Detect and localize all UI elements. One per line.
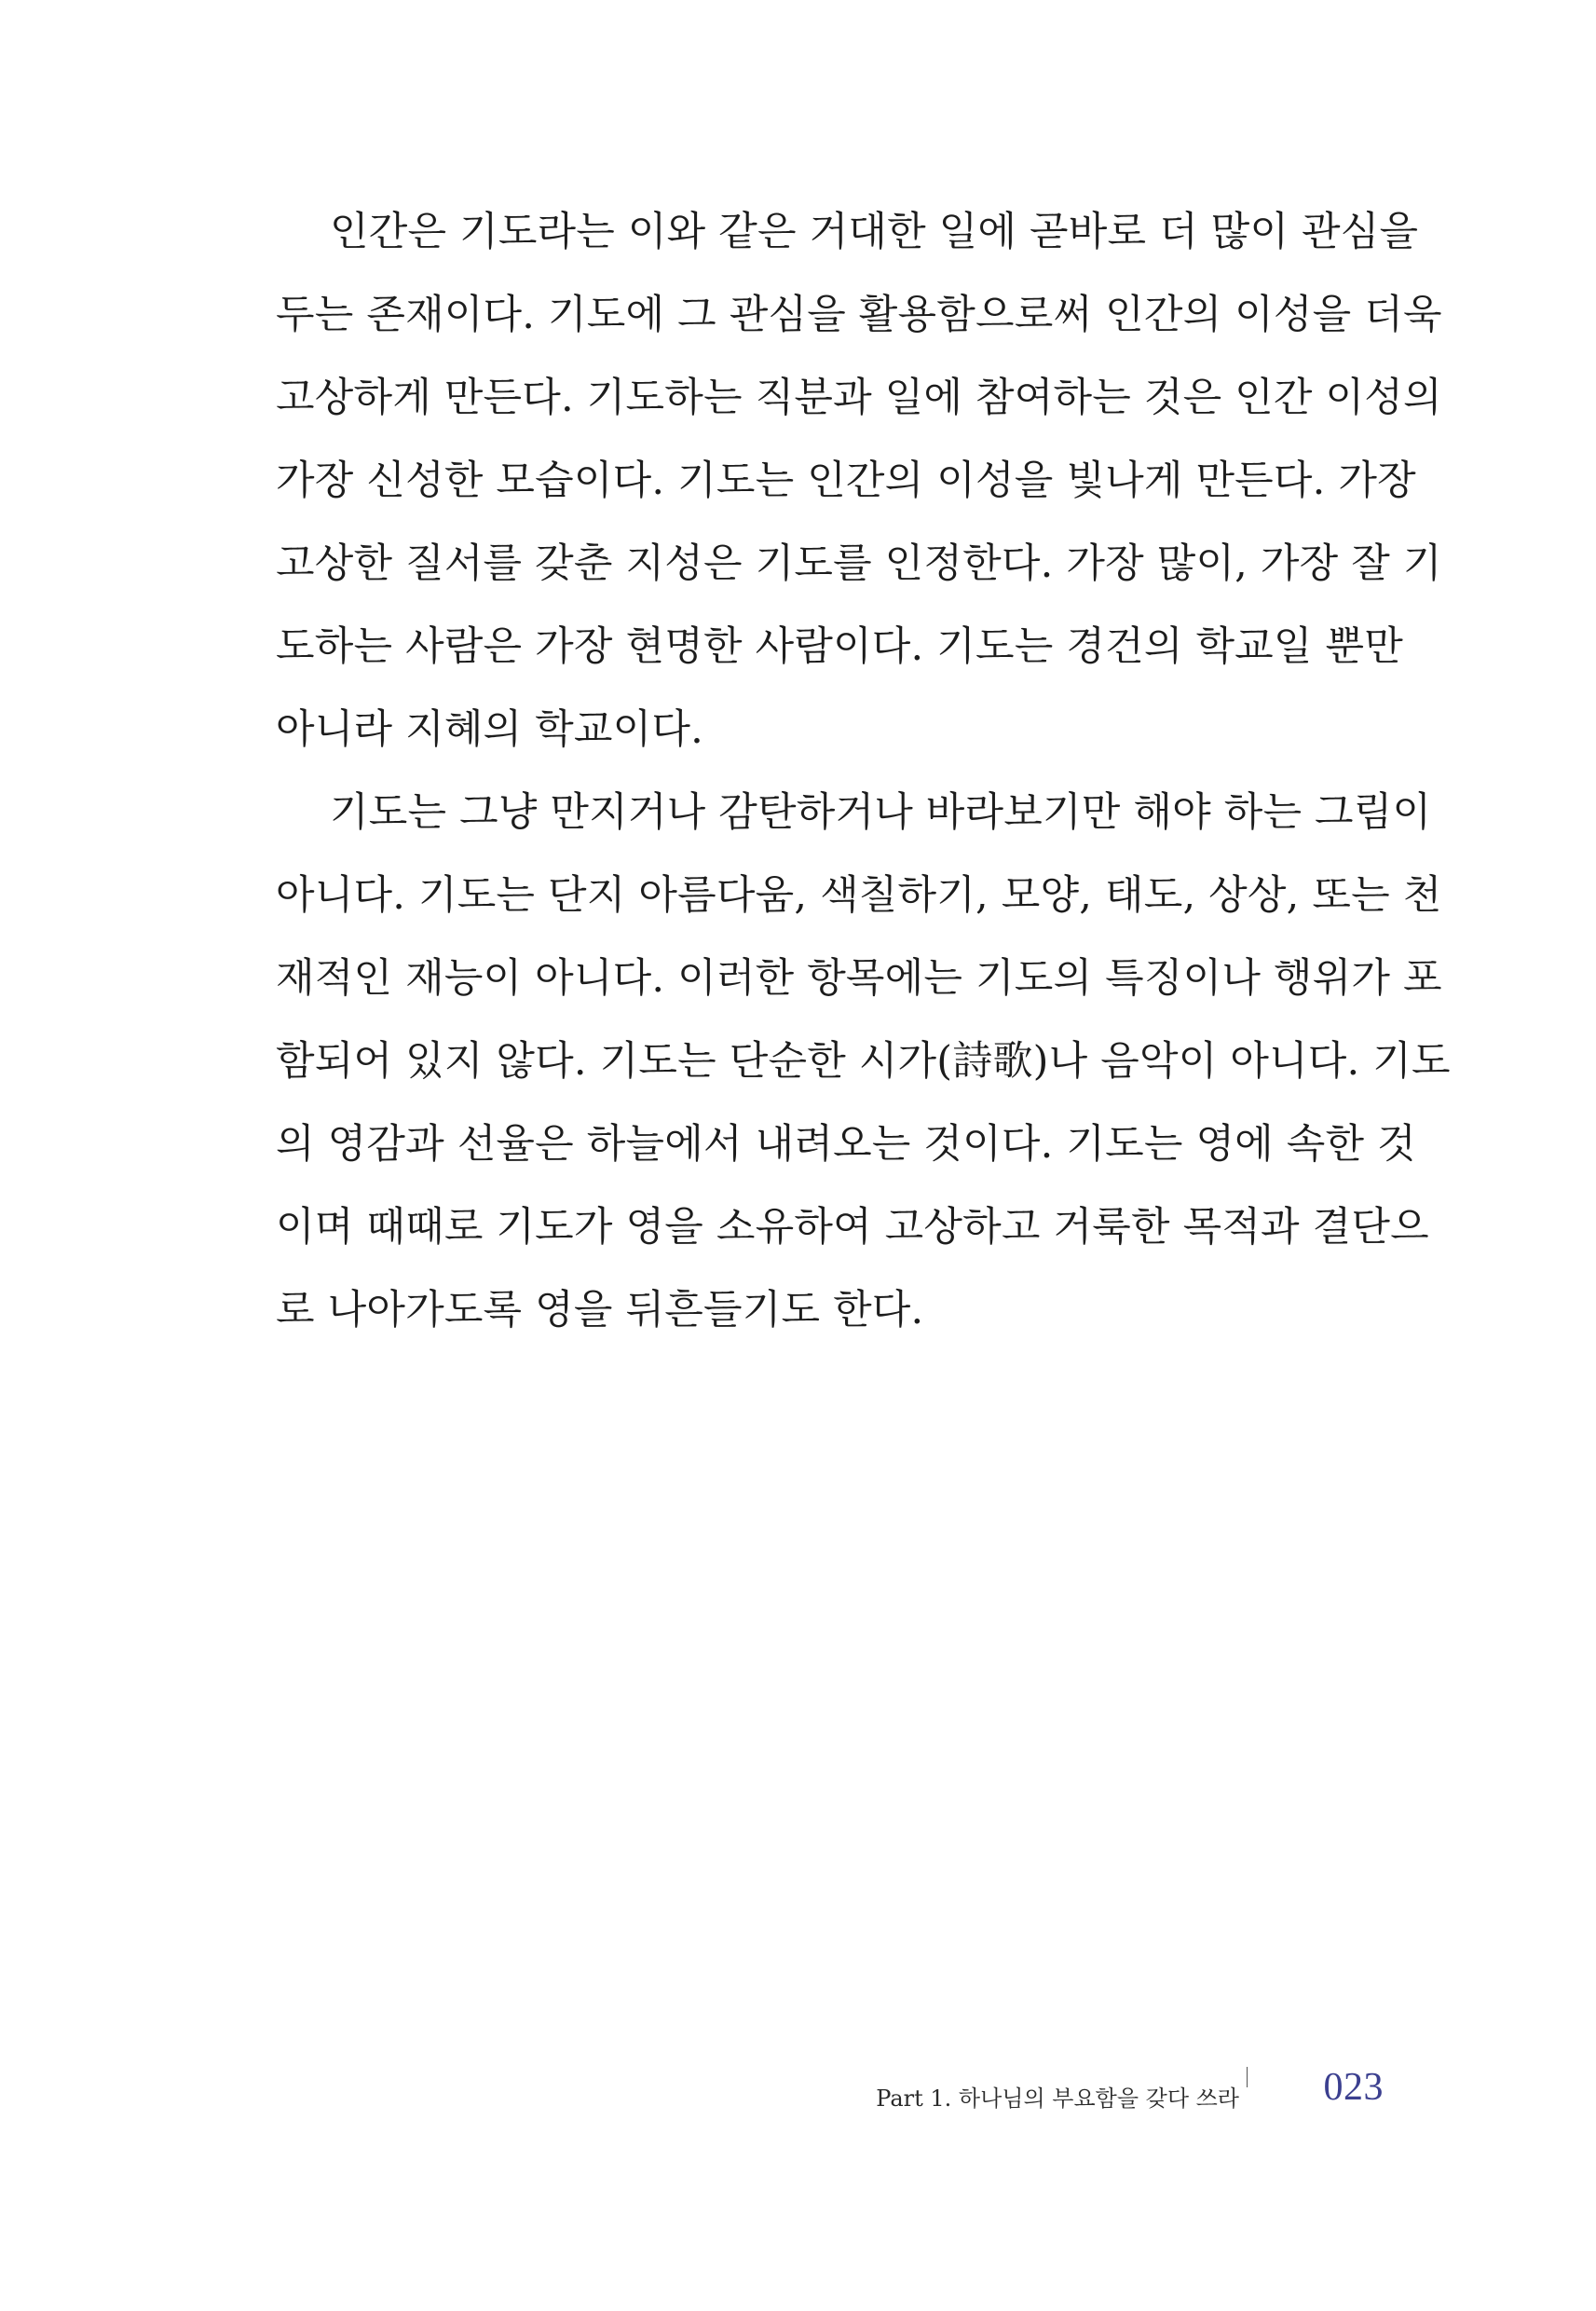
paragraph bbox=[276, 191, 1442, 772]
text-line: 아니다. 기도는 단지 아름다움, 색칠하기, 모양, 태도, 상상, 또는 천 bbox=[276, 872, 1442, 919]
page-number: 023 bbox=[1323, 2066, 1384, 2109]
text-line: 고상하게 만든다. 기도하는 직분과 일에 참여하는 것은 인간 이성의 bbox=[276, 375, 1442, 421]
paragraph bbox=[276, 772, 1451, 1352]
text-line: 로 나아가도록 영을 뒤흔들기도 한다. bbox=[276, 1287, 924, 1333]
text-line: 이며 때때로 기도가 영을 소유하여 고상하고 거룩한 목적과 결단으 bbox=[276, 1204, 1429, 1251]
text-line: 고상한 질서를 갖춘 지성은 기도를 인정한다. 가장 많이, 가장 잘 기 bbox=[276, 540, 1442, 587]
running-head: Part 1. 하나님의 부요함을 갖다 쓰라 bbox=[876, 2085, 1239, 2112]
text-line: 두는 존재이다. 기도에 그 관심을 활용함으로써 인간의 이성을 더욱 bbox=[276, 292, 1442, 338]
text-line: 함되어 있지 않다. 기도는 단순한 시가(詩歌)나 음악이 아니다. 기도 bbox=[276, 1038, 1451, 1085]
text-line: 재적인 재능이 아니다. 이러한 항목에는 기도의 특징이나 행위가 포 bbox=[276, 955, 1442, 1002]
text-line: 의 영감과 선율은 하늘에서 내려오는 것이다. 기도는 영에 속한 것 bbox=[276, 1121, 1416, 1168]
text-line: 가장 신성한 모습이다. 기도는 인간의 이성을 빛나게 만든다. 가장 bbox=[276, 458, 1416, 504]
footer-divider bbox=[1247, 2067, 1248, 2087]
text-line: 도하는 사람은 가장 현명한 사람이다. 기도는 경건의 학교일 뿐만 bbox=[276, 623, 1404, 670]
text-line: 기도는 그냥 만지거나 감탄하거나 바라보기만 해야 하는 그림이 bbox=[330, 789, 1432, 836]
body-text bbox=[276, 191, 1451, 1352]
text-line: 인간은 기도라는 이와 같은 거대한 일에 곧바로 더 많이 관심을 bbox=[330, 209, 1419, 255]
page-footer bbox=[876, 2061, 1384, 2117]
text-line: 아니라 지혜의 학교이다. bbox=[276, 706, 703, 753]
